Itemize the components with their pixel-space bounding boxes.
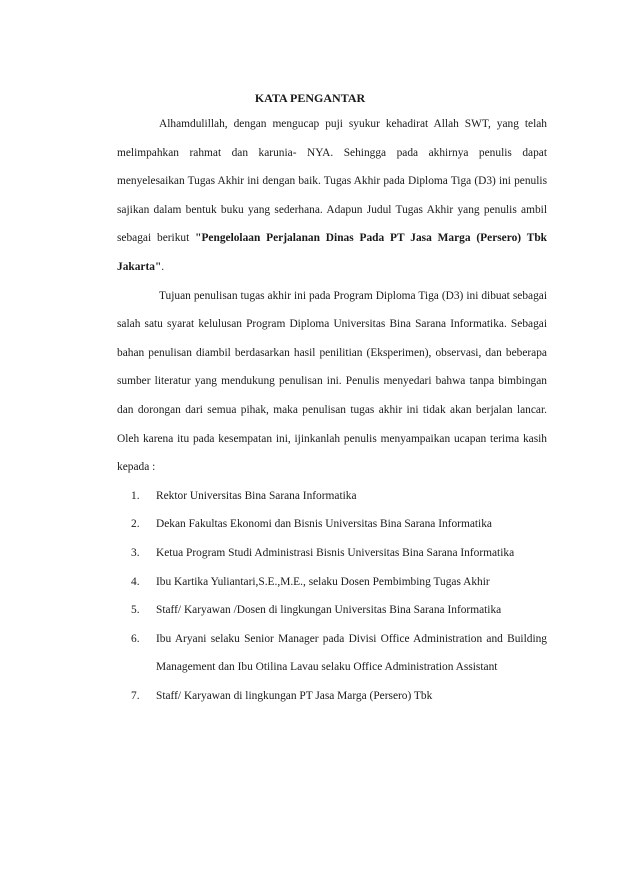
list-item — [117, 539, 547, 568]
list-item — [117, 510, 547, 539]
list-item — [117, 682, 547, 711]
list-item-number: 1. — [131, 489, 140, 502]
page-title: KATA PENGANTAR — [254, 91, 366, 105]
list-item-text: Staff/ Karyawan /Dosen di lingkungan Universitas Bina Sarana Informatika — [156, 604, 502, 617]
list-item-number: 3. — [131, 546, 140, 559]
list-item-number: 4. — [131, 575, 140, 588]
document-body — [117, 110, 547, 710]
list-item — [117, 482, 547, 511]
list-item — [117, 568, 547, 597]
list-item-number: 7. — [131, 689, 140, 702]
paragraph-purpose: Tujuan penulisan tugas akhir ini pada Program Diploma Tiga (D3) ini dibuat sebagai salah satu syarat kelulusan Program Diploma Universitas Bina Sarana Informatika. Sebagai bahan penulisan diambil berdasarkan hasil penilitian (Eksperimen), observasi, dan beberapa sumber literatur yang mendukung penulisan ini. Penulis menyedari bahwa tanpa bimbingan dan dorongan dari semua pihak, maka penulisan tugas akhir ini tidak akan berjalan lancar. Oleh karena itu pada kesempatan ini, ijinkanlah penulis menyampaikan ucapan terima kasih kepada : — [117, 289, 547, 474]
list-item-text: Rektor Universitas Bina Sarana Informatika — [156, 489, 357, 502]
list-item-text: Staff/ Karyawan di lingkungan PT Jasa Marga (Persero) Tbk — [156, 689, 433, 702]
acknowledgement-list — [117, 482, 547, 711]
thesis-title: "Pengelolaan Perjalanan Dinas Pada PT Jasa Marga (Persero) Tbk Jakarta" — [117, 232, 547, 273]
list-item — [117, 625, 547, 682]
list-item-number: 2. — [131, 518, 140, 531]
paragraph-intro-text: Alhamdulillah, dengan mengucap puji syukur kehadirat Allah SWT, yang telah melimpahkan rahmat dan karunia- NYA. Sehingga pada akhirnya penulis dapat menyelesaikan Tugas Akhir ini dengan baik. Tugas Akhir pada Diploma Tiga (D3) ini penulis sajikan dalam bentuk buku yang sederhana. Adapun Judul Tugas Akhir yang penulis ambil sebagai berikut — [117, 118, 547, 245]
list-item-text: Ibu Aryani selaku Senior Manager pada Divisi Office Administration and Building Management dan Ibu Otilina Lavau selaku Office Administration Assistant — [156, 632, 547, 674]
paragraph-intro — [117, 110, 547, 282]
list-item-number: 5. — [131, 604, 140, 617]
list-item-text: Ketua Program Studi Administrasi Bisnis Universitas Bina Sarana Informatika — [156, 546, 515, 559]
list-item-text: Dekan Fakultas Ekonomi dan Bisnis Universitas Bina Sarana Informatika — [156, 518, 492, 531]
list-item-number: 6. — [131, 632, 140, 645]
list-item-text: Ibu Kartika Yuliantari,S.E.,M.E., selaku Dosen Pembimbing Tugas Akhir — [156, 575, 490, 588]
list-item — [117, 596, 547, 625]
paragraph-intro-end: . — [161, 260, 165, 273]
